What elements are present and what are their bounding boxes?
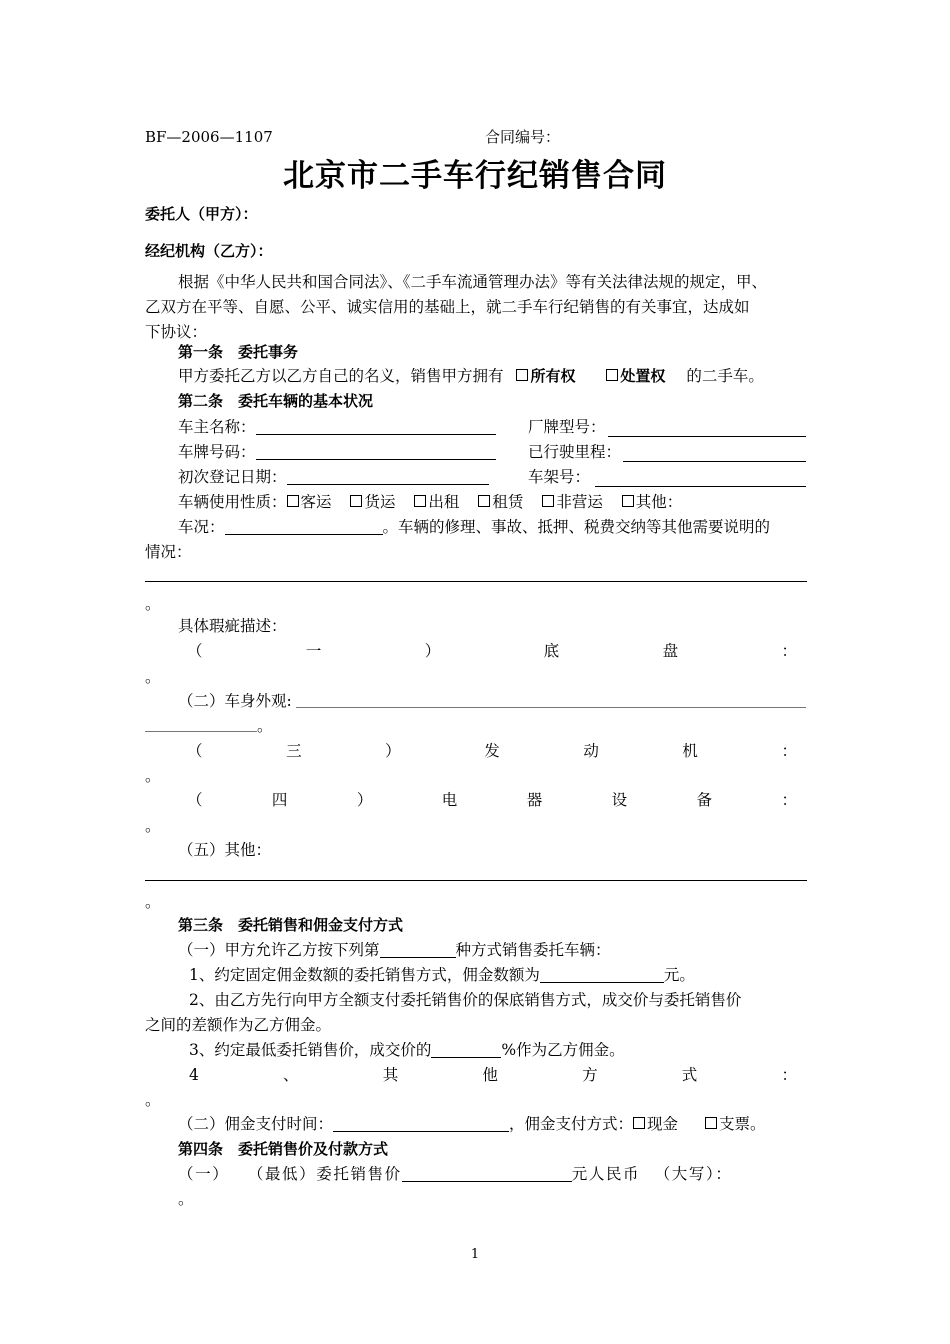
- other-period: 。: [145, 893, 161, 911]
- commission-amount-field[interactable]: [540, 965, 664, 983]
- usage-noncommercial-checkbox[interactable]: [542, 495, 554, 507]
- check-label: 支票。: [718, 1115, 766, 1133]
- method-4-char: 4: [189, 1066, 199, 1084]
- payment-time-label: （二）佣金支付时间：: [178, 1115, 334, 1133]
- payment-time-row: [178, 1112, 807, 1136]
- owner-name-label: 车主名称：: [178, 418, 256, 436]
- usage-passenger-label: 客运: [300, 493, 332, 511]
- owner-name-row: [178, 415, 807, 439]
- engine-char: 动: [583, 742, 599, 760]
- condition-label: 车况：: [178, 518, 225, 536]
- usage-freight-checkbox[interactable]: [350, 495, 362, 507]
- electrical-char: 设: [611, 791, 628, 809]
- usage-other-checkbox[interactable]: [622, 495, 634, 507]
- commission-percent-field[interactable]: [431, 1040, 501, 1058]
- header-row: [145, 125, 807, 149]
- electrical-char: 电: [441, 791, 458, 809]
- usage-taxi-label: 出租: [428, 493, 460, 511]
- engine-char: （: [187, 742, 203, 760]
- min-price-field[interactable]: [402, 1164, 572, 1182]
- condition-field[interactable]: [225, 517, 383, 535]
- capital-colon: ：: [715, 1165, 733, 1183]
- electrical-period: 。: [145, 817, 161, 835]
- model-field[interactable]: [608, 419, 806, 437]
- method-2-line-2: 之间的差额作为乙方佣金。: [145, 1016, 332, 1034]
- usage-other-label: 其他：: [635, 493, 683, 511]
- cash-label: 现金: [647, 1115, 679, 1133]
- reg-date-label: 初次登记日期：: [178, 468, 287, 486]
- usage-taxi-checkbox[interactable]: [414, 495, 426, 507]
- method-4-char: 方: [582, 1066, 598, 1084]
- preamble-line-3: 下协议：: [145, 323, 208, 341]
- party-a-label: 委托人（甲方）：: [145, 205, 258, 223]
- electrical-char: ：: [781, 791, 797, 809]
- method-3-text: 3、约定最低委托销售价，成交价的: [189, 1041, 432, 1059]
- usage-rental-label: 租赁: [492, 493, 524, 511]
- sale-method-field[interactable]: [380, 940, 456, 958]
- vin-label: 车架号：: [528, 468, 591, 486]
- cash-checkbox[interactable]: [633, 1117, 645, 1129]
- payment-method-label: ，佣金支付方式：: [509, 1115, 634, 1133]
- price-item-label: （一）: [178, 1165, 230, 1183]
- usage-noncommercial-label: 非营运: [556, 493, 603, 511]
- mileage-label: 已行驶里程：: [528, 443, 622, 461]
- situation-period: 。: [145, 595, 161, 613]
- method-4-char: ：: [781, 1066, 797, 1084]
- rmb-label: 元人民币: [571, 1165, 641, 1183]
- usage-freight-label: 货运: [364, 493, 396, 511]
- exterior-field-line-2[interactable]: [145, 731, 257, 732]
- method-4-char: 他: [482, 1066, 498, 1084]
- other-label: （五）其他：: [178, 841, 272, 859]
- condition-row: [178, 515, 807, 539]
- price-period: 。: [178, 1190, 194, 1208]
- ownership-checkbox[interactable]: [516, 369, 528, 381]
- reg-date-row: [178, 465, 807, 489]
- owner-name-field[interactable]: [256, 417, 496, 435]
- ownership-label: 所有权: [530, 367, 576, 385]
- disposal-right-checkbox[interactable]: [606, 369, 618, 381]
- situation-label: 情况：: [145, 543, 192, 561]
- chassis-char: 盘: [662, 642, 679, 660]
- chassis-char: 底: [543, 642, 560, 660]
- method-1-tail: 元。: [663, 966, 695, 984]
- sale-method-intro: [178, 938, 807, 962]
- party-b-label: 经纪机构（乙方）：: [145, 242, 273, 260]
- electrical-char: ）: [356, 791, 373, 809]
- engine-row: [187, 739, 797, 763]
- electrical-char: （: [187, 791, 203, 809]
- article-4-heading: 第四条 委托销售价及付款方式: [178, 1140, 389, 1158]
- electrical-char: 备: [696, 791, 713, 809]
- method-4-row: [189, 1063, 797, 1087]
- check-checkbox[interactable]: [705, 1117, 717, 1129]
- method-3: [189, 1038, 818, 1062]
- usage-label: 车辆使用性质：: [178, 493, 287, 511]
- method-1: [189, 963, 818, 987]
- min-price-label: （最低）委托销售价: [247, 1165, 402, 1183]
- other-field[interactable]: [145, 880, 807, 881]
- engine-char: ：: [781, 742, 797, 760]
- electrical-row: [187, 788, 797, 812]
- method-2-line-1: 2、由乙方先行向甲方全额支付委托销售价的保底销售方式，成交价与委托销售价: [189, 991, 742, 1009]
- method-4-char: 其: [382, 1066, 399, 1084]
- article-1-heading: 第一条 委托事务: [178, 343, 299, 361]
- article-3-heading: 第三条 委托销售和佣金支付方式: [178, 916, 404, 934]
- plate-field[interactable]: [256, 442, 496, 460]
- document-title: 北京市二手车行纪销售合同: [283, 158, 667, 194]
- method-3-tail: %作为乙方佣金。: [501, 1041, 625, 1059]
- model-label: 厂牌型号：: [528, 418, 606, 436]
- disposal-right-label: 处置权: [620, 367, 666, 385]
- plate-row: [178, 440, 807, 464]
- page-number: 1: [470, 1247, 480, 1262]
- payment-time-field[interactable]: [333, 1114, 509, 1132]
- preamble-line-1: 根据《中华人民共和国合同法》、《二手车流通管理办法》等有关法律法规的规定，甲、: [178, 273, 768, 291]
- article-2-heading: 第二条 委托车辆的基本状况: [178, 392, 374, 410]
- electrical-char: 器: [526, 791, 543, 809]
- chassis-period: 。: [145, 668, 161, 686]
- vin-field[interactable]: [595, 469, 806, 487]
- contract-number-label: 合同编号：: [485, 128, 561, 146]
- price-row: [178, 1162, 807, 1186]
- chassis-char: ：: [781, 642, 797, 660]
- electrical-char: 四: [271, 791, 288, 809]
- engine-char: 发: [484, 742, 500, 760]
- mileage-field[interactable]: [623, 444, 806, 462]
- method-4-period: 。: [145, 1091, 161, 1109]
- usage-rental-checkbox[interactable]: [478, 495, 490, 507]
- method-4-char: 式: [681, 1066, 698, 1084]
- exterior-field-line-1[interactable]: [296, 707, 806, 708]
- defects-label: 具体瑕疵描述：: [178, 617, 287, 635]
- article-1-tail: 的二手车。: [686, 367, 764, 385]
- article-1-text: [178, 364, 807, 388]
- chassis-char: （: [187, 642, 203, 660]
- usage-row: [178, 490, 807, 514]
- sale-method-intro-a: （一）甲方允许乙方按下列第: [178, 941, 380, 959]
- engine-char: 三: [286, 742, 302, 760]
- form-code: BF—2006—1107: [145, 128, 273, 146]
- exterior-label: （二）车身外观:: [178, 692, 292, 710]
- situation-field[interactable]: [145, 581, 807, 582]
- chassis-row: [187, 639, 797, 663]
- preamble-line-2: 乙双方在平等、自愿、公平、诚实信用的基础上，就二手车行纪销售的有关事宜，达成如: [145, 298, 750, 316]
- method-4-char: 、: [283, 1066, 299, 1084]
- engine-char: ）: [385, 742, 401, 760]
- condition-tail: 。车辆的修理、事故、抵押、税费交纳等其他需要说明的: [382, 518, 771, 536]
- chassis-char: ）: [424, 642, 441, 660]
- chassis-char: 一: [305, 642, 322, 660]
- capital-label: （大写）: [654, 1165, 716, 1183]
- engine-period: 。: [145, 767, 161, 785]
- exterior-period: 。: [257, 717, 273, 735]
- engine-char: 机: [682, 742, 698, 760]
- usage-passenger-checkbox[interactable]: [287, 495, 299, 507]
- sale-method-intro-b: 种方式销售委托车辆：: [455, 941, 611, 959]
- reg-date-field[interactable]: [287, 467, 489, 485]
- article-1-body: 甲方委托乙方以乙方自己的名义，销售甲方拥有: [178, 367, 504, 385]
- plate-label: 车牌号码：: [178, 443, 256, 461]
- method-1-text: 1、约定固定佣金数额的委托销售方式，佣金数额为: [189, 966, 540, 984]
